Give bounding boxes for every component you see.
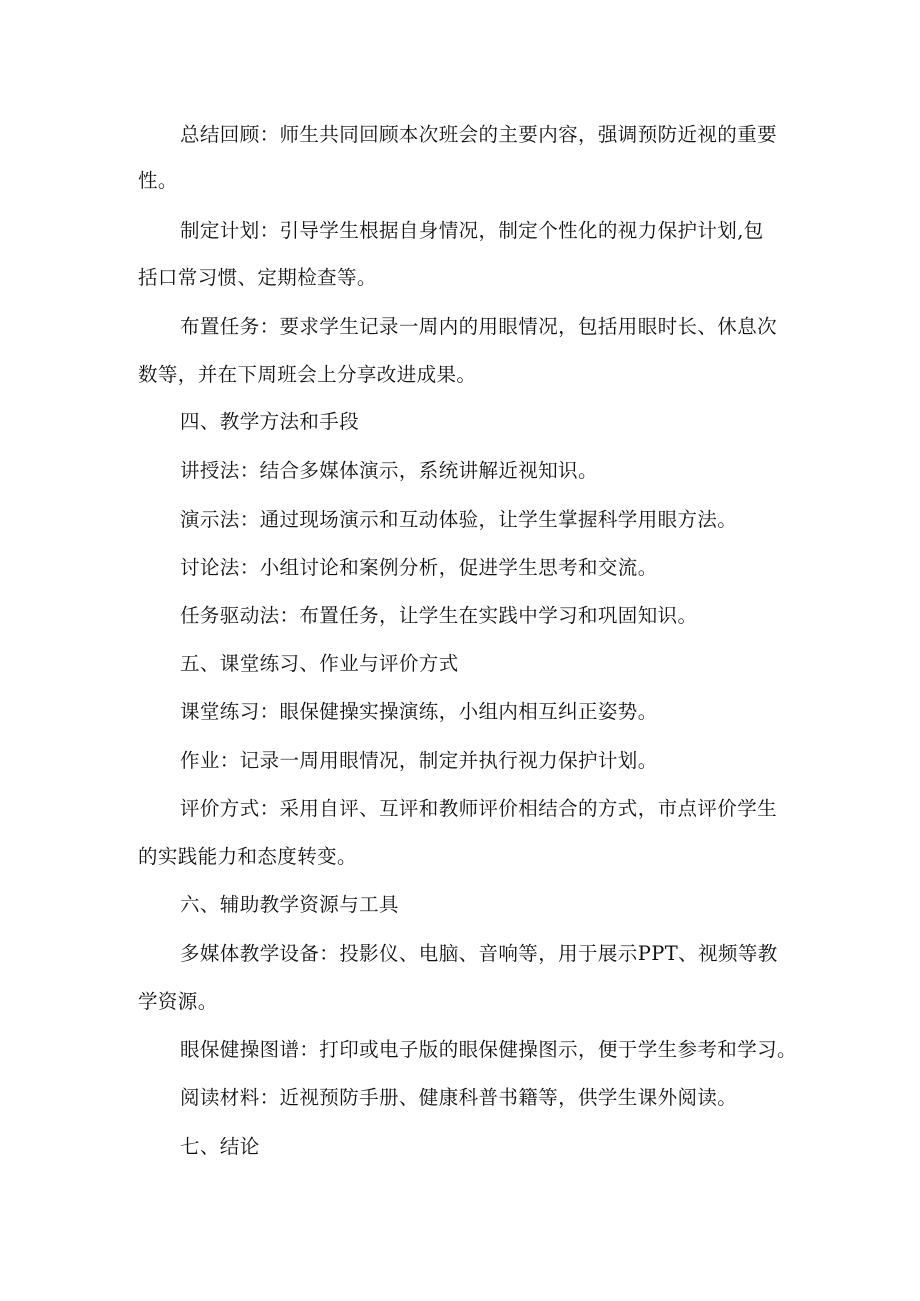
body-text-line: 任务驱动法：布置任务，让学生在实践中学习和巩固知识。: [180, 604, 698, 627]
body-text-line: 括口常习惯、定期检查等。: [138, 266, 377, 289]
body-text-line: 讲授法：结合多媒体演示，系统讲解近视知识。: [180, 459, 598, 482]
body-text-line: 性。: [138, 169, 178, 192]
section-heading: 四、教学方法和手段: [180, 410, 360, 433]
body-text-line: 总结回顾：师生共同回顾本次班会的主要内容，强调预防近视的重要: [180, 123, 778, 146]
body-text-line: 评价方式：采用自评、互评和教师评价相结合的方式，市点评价学生: [180, 797, 778, 820]
section-heading: 七、结论: [180, 1135, 260, 1158]
body-text-line: 的实践能力和态度转变。: [138, 845, 357, 868]
section-heading: 五、课堂练习、作业与评价方式: [180, 652, 459, 675]
body-text-line: 阅读材料：近视预防手册、健康科普书籍等，供学生课外阅读。: [180, 1086, 738, 1109]
section-heading: 六、辅助教学资源与工具: [180, 893, 399, 916]
body-text-line: 多媒体教学设备：投影仪、电脑、音响等，用于展示PPT、视频等教: [180, 942, 778, 965]
body-text-line: 作业：记录一周用眼情况，制定并执行视力保护计划。: [180, 749, 658, 772]
body-text-line: 讨论法：小组讨论和案例分析，促进学生思考和交流。: [180, 556, 658, 579]
body-text-line: 数等，并在下周班会上分享改进成果。: [138, 363, 477, 386]
body-text-line: 学资源。: [138, 990, 218, 1013]
body-text-line: 眼保健操图谱：打印或电子版的眼保健操图示，便于学生参考和学习。: [180, 1038, 797, 1061]
body-text-line: 制定计划：引导学生根据自身情况，制定个性化的视力保护计划,包: [180, 219, 764, 242]
body-text-line: 布置任务：要求学生记录一周内的用眼情况，包括用眼时长、休息次: [180, 315, 778, 338]
body-text-line: 演示法：通过现场演示和互动体验，让学生掌握科学用眼方法。: [180, 508, 738, 531]
body-text-line: 课堂练习：眼保健操实操演练，小组内相互纠正姿势。: [180, 700, 658, 723]
